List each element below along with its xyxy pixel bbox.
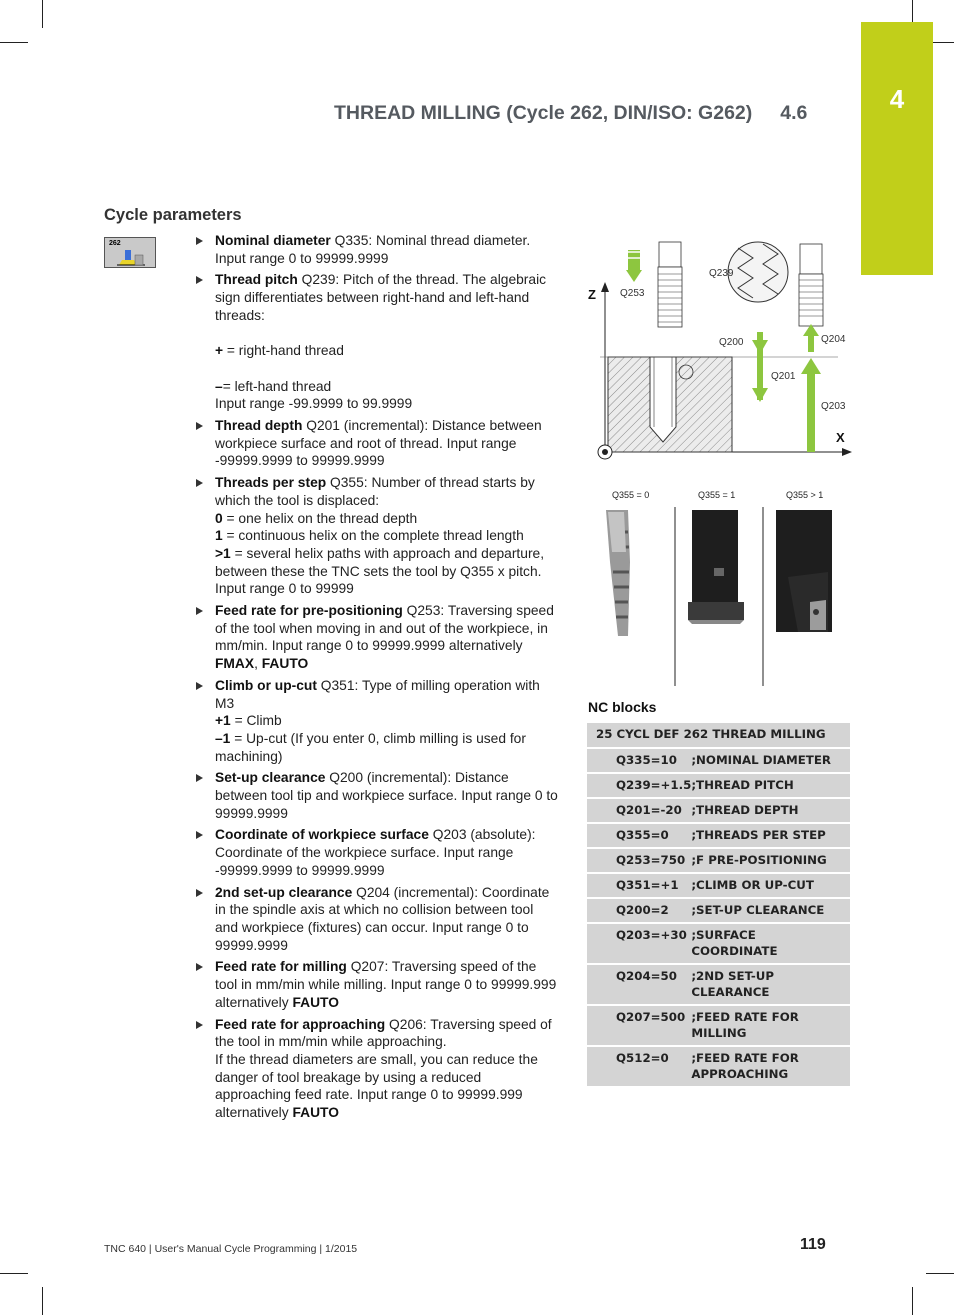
chapter-tab — [861, 22, 933, 275]
nc-code: Q200=2 — [587, 898, 691, 923]
param-desc: Q351: Type of milling operation with M3 — [215, 677, 540, 711]
page-header — [334, 102, 807, 125]
chapter-number: 4 — [889, 84, 905, 114]
thread-milling-figure — [588, 232, 854, 692]
nc-code: Q253=750 — [587, 848, 691, 873]
nc-comment: ;THREAD DEPTH — [691, 798, 850, 823]
q203-label: Q203 — [821, 401, 846, 412]
q239-label: Q239 — [709, 268, 734, 279]
crop-mark — [0, 1273, 28, 1274]
bullet-arrow-icon — [196, 682, 203, 690]
page-footer: TNC 640 | User's Manual Cycle Programming | 1/2015 — [104, 1243, 358, 1255]
param-thread-depth — [196, 417, 558, 470]
nc-comment: ;CLIMB OR UP-CUT — [691, 873, 850, 898]
nc-comment: ;F PRE-POSITIONING — [691, 848, 850, 873]
q200-label: Q200 — [719, 337, 744, 348]
cycle-softkey-icon — [104, 237, 156, 268]
z-axis-label: Z — [588, 287, 596, 302]
q201-label: Q201 — [771, 371, 796, 382]
q253-label: Q253 — [620, 288, 645, 299]
q204-arrow — [803, 324, 819, 352]
param-option: >1 = several helix paths with approach and departure, between these the TNC sets the tool by Q355 x pitch. Input range 0 to 99999 — [215, 545, 545, 597]
nc-blocks-table — [587, 723, 850, 1088]
nc-code: Q204=50 — [587, 964, 691, 1005]
z-axis — [588, 282, 609, 452]
table-row — [587, 1005, 850, 1046]
param-note: If the thread diameters are small, you can reduce the danger of tool breakage by using a reduced approaching feed rate. Input range 0 to 99999.999 alternatively FAUTO — [215, 1051, 538, 1121]
param-setup-clearance — [196, 769, 558, 822]
param-2nd-setup-clearance — [196, 884, 558, 955]
tool-caption: Q355 = 1 — [698, 490, 736, 500]
table-row — [587, 923, 850, 964]
param-feed-milling: Feed rate for milling Q207: Traversing speed of the tool in mm/min while milling. Input range 0 to 99999.999 alternatively FAUTO — [196, 958, 558, 1011]
header-section: 4.6 — [780, 102, 808, 124]
param-feed-approaching — [196, 1016, 558, 1122]
tool-caption: Q355 = 0 — [612, 490, 650, 500]
bullet-arrow-icon — [196, 607, 203, 615]
x-axis-label: X — [836, 430, 845, 445]
param-desc: Q239: Pitch of the thread. The algebraic sign differentiates between right-hand and left-hand threads: — [215, 272, 547, 323]
param-option: 1 = continuous helix on the complete thread length — [215, 528, 524, 544]
page-number: 119 — [800, 1236, 826, 1253]
q204-label: Q204 — [821, 334, 846, 345]
tool-left — [620, 242, 682, 327]
param-surface-coordinate — [196, 826, 558, 879]
param-threads-per-step — [196, 474, 558, 598]
nc-comment: ;2ND SET-UP CLEARANCE — [691, 964, 850, 1005]
datum-icon — [598, 445, 612, 459]
bullet-arrow-icon — [196, 889, 203, 897]
param-name: Thread pitch — [215, 272, 298, 288]
nc-code: Q201=-20 — [587, 798, 691, 823]
table-row — [587, 798, 850, 823]
tool-caption: Q355 > 1 — [786, 490, 824, 500]
param-desc: Q203 (absolute): Coordinate of the workpiece surface. Input range -99999.9999 to 99999.9999 — [215, 827, 536, 878]
softkey-label: 262 — [109, 240, 121, 247]
bullet-arrow-icon — [196, 422, 203, 430]
crop-mark — [926, 1273, 954, 1274]
q200-arrow — [719, 332, 768, 357]
table-row — [587, 848, 850, 873]
bullet-arrow-icon — [196, 963, 203, 971]
table-row — [587, 873, 850, 898]
table-row — [587, 964, 850, 1005]
param-option: –= left-hand thread — [215, 378, 332, 394]
param-option: 0 = one helix on the thread depth — [215, 510, 418, 526]
param-nominal-diameter — [196, 232, 558, 267]
nc-code: Q351=+1 — [587, 873, 691, 898]
param-desc: Q253: Traversing speed of the tool when moving in and out of the workpiece, in mm/min. Input range 0 to 99999.9999 alternatively — [215, 603, 554, 654]
param-name: Set-up clearance — [215, 770, 326, 786]
param-desc: Q201 (incremental): Distance between workpiece surface and root of thread. Input range -99999.9999 to 99999.9999 — [215, 418, 542, 469]
tool-photo-q355-0 — [606, 490, 649, 636]
nc-code: Q207=500 — [587, 1005, 691, 1046]
table-row — [587, 823, 850, 848]
nc-comment: ;SURFACE COORDINATE — [691, 923, 850, 964]
param-option: + = right-hand thread — [215, 343, 344, 359]
nc-code: Q512=0 — [587, 1046, 691, 1087]
bullet-arrow-icon — [196, 1021, 203, 1029]
nc-header: 25 CYCL DEF 262 THREAD MILLING — [587, 723, 850, 748]
parameter-list — [196, 232, 558, 1126]
tool-photo-q355-1 — [688, 490, 744, 624]
nc-code: Q335=10 — [587, 748, 691, 773]
tool-right — [799, 244, 846, 345]
table-row — [587, 898, 850, 923]
nc-comment: ;SET-UP CLEARANCE — [691, 898, 850, 923]
crop-mark — [42, 1287, 43, 1315]
param-name: Feed rate for milling — [215, 959, 347, 975]
tool-photo-q355-gt-1 — [776, 490, 832, 632]
table-row — [587, 1046, 850, 1087]
param-desc: Q206: Traversing speed of the tool in mm/min while approaching. — [215, 1016, 552, 1050]
q201-arrow — [752, 357, 796, 402]
param-name: Climb or up-cut — [215, 677, 317, 693]
param-climb-up-cut — [196, 677, 558, 766]
param-name: Nominal diameter — [215, 233, 331, 248]
param-desc: Q355: Number of thread starts by which the tool is displaced: — [215, 475, 535, 508]
crop-mark — [912, 1287, 913, 1315]
param-range: Input range -99.9999 to 99.9999 — [215, 396, 413, 412]
param-desc: Q204 (incremental): Coordinate in the spindle axis at which no collision between tool and workpiece (fixtures) can occur. Input range 0 to 99999.9999 — [215, 884, 550, 953]
crop-mark — [0, 42, 28, 43]
param-option: +1 = Climb — [215, 713, 282, 729]
param-name: Thread depth — [215, 418, 303, 433]
param-desc: Q207: Traversing speed of the tool in mm/min while milling. Input range 0 to 99999.999 alternatively — [215, 959, 557, 1010]
crop-mark — [42, 0, 43, 28]
param-name: Coordinate of workpiece surface — [215, 827, 429, 843]
nc-code: Q239=+1.5 — [587, 773, 691, 798]
table-row — [587, 773, 850, 798]
param-name: Feed rate for approaching — [215, 1016, 386, 1032]
param-desc: Q335: Nominal thread diameter. Input range 0 to 99999.9999 — [215, 233, 531, 266]
bullet-arrow-icon — [196, 831, 203, 839]
bullet-arrow-icon — [196, 237, 203, 245]
nc-code: Q203=+30 — [587, 923, 691, 964]
nc-comment: ;THREADS PER STEP — [691, 823, 850, 848]
section-title: Cycle parameters — [104, 206, 242, 224]
bullet-arrow-icon — [196, 276, 203, 284]
thread-tool-icon — [105, 238, 155, 267]
bullet-arrow-icon — [196, 479, 203, 487]
nc-comment: ;FEED RATE FOR MILLING — [691, 1005, 850, 1046]
nc-comment: ;FEED RATE FOR APPROACHING — [691, 1046, 850, 1087]
param-name: Threads per step — [215, 475, 327, 491]
nc-comment: ;THREAD PITCH — [691, 773, 850, 798]
param-name: 2nd set-up clearance — [215, 884, 353, 900]
bullet-arrow-icon — [196, 774, 203, 782]
table-row — [587, 723, 850, 748]
header-title: THREAD MILLING (Cycle 262, DIN/ISO: G262) — [334, 102, 753, 124]
param-thread-pitch — [196, 271, 558, 413]
param-desc: Q200 (incremental): Distance between tool tip and workpiece surface. Input range 0 to 99999.9999 — [215, 770, 558, 821]
nc-comment: ;NOMINAL DIAMETER — [691, 748, 850, 773]
param-name: Feed rate for pre-positioning — [215, 603, 403, 619]
pitch-detail — [709, 242, 788, 302]
param-feed-pre-positioning: Feed rate for pre-positioning Q253: Traversing speed of the tool when moving in and out of the workpiece, in mm/min. Input range 0 to 99999.9999 alternatively FMAX, FAUTO — [196, 602, 558, 673]
param-option: –1 = Up-cut (If you enter 0, climb milling is used for machining) — [215, 730, 526, 764]
nc-blocks-title: NC blocks — [588, 699, 657, 715]
table-row — [587, 748, 850, 773]
nc-code: Q355=0 — [587, 823, 691, 848]
